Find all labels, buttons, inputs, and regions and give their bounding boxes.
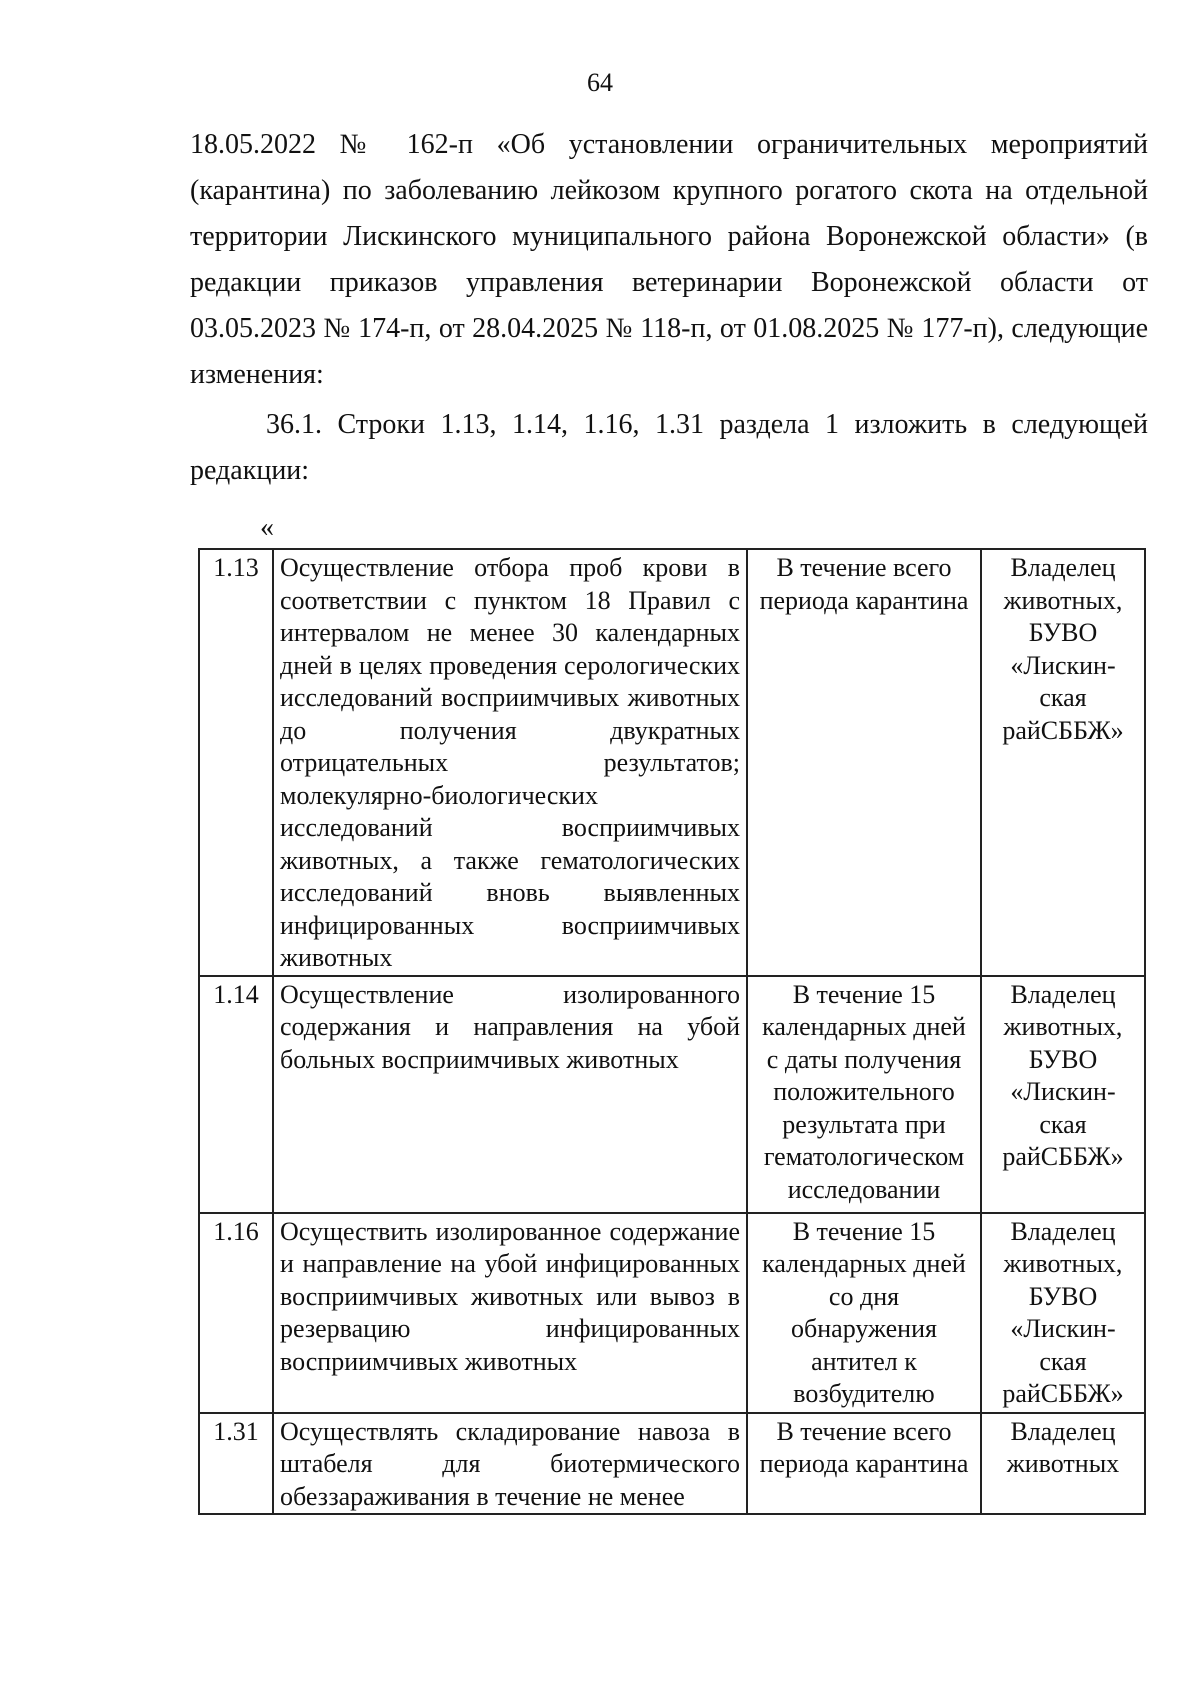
table-open-quote: «	[260, 512, 274, 543]
row-responsible: Владелец животных, БУВО «Лискин-ская райСББЖ»	[981, 1213, 1145, 1413]
row-term: В течение всего периода карантина	[747, 1413, 981, 1515]
amendment-intro-paragraph: 18.05.2022 № 162-п «Об установлении ограничительных мероприятий (карантина) по заболеванию лейкозом крупного рогатого скота на отдельной территории Лискинского муниципального района Воронежской области» (в редакции приказов управления ветеринарии Воронежской области от 03.05.2023 № 174-п, от 28.04.2025 № 118-п, от 01.08.2025 № 177-п), следующие изменения:	[190, 129, 1148, 390]
table-row	[199, 976, 1145, 1213]
row-action: Осуществление отбора проб крови в соответствии с пунктом 18 Правил с интервалом не менее 30 календарных дней в целях проведения серологических исследований восприимчивых животных до получения двукратных отрицательных результатов; молекулярно-биологических исследований восприимчивых животных, а также гематологических исследований вновь выявленных инфицированных восприимчивых животных	[273, 549, 747, 976]
amendment-table	[198, 548, 1146, 1515]
item-36-1-paragraph: 36.1. Строки 1.13, 1.14, 1.16, 1.31 раздела 1 изложить в следующей редакции:	[190, 409, 1148, 486]
row-number: 1.16	[199, 1213, 273, 1413]
table-row	[199, 549, 1145, 976]
row-action: Осуществить изолированное содержание и направление на убой инфицированных восприимчивых животных или вывоз в резервацию инфицированных восприимчивых животных	[273, 1213, 747, 1413]
row-number: 1.14	[199, 976, 273, 1213]
row-responsible: Владелец животных, БУВО «Лискин-ская райСББЖ»	[981, 549, 1145, 976]
table-row	[199, 1413, 1145, 1515]
body-text	[190, 122, 1148, 494]
row-number: 1.31	[199, 1413, 273, 1515]
row-responsible: Владелец животных	[981, 1413, 1145, 1515]
row-term: В течение 15 календарных дней со дня обнаружения антител к возбудителю	[747, 1213, 981, 1413]
row-number: 1.13	[199, 549, 273, 976]
row-action: Осуществлять складирование навоза в штабеля для биотермического обеззараживания в течение не менее	[273, 1413, 747, 1515]
table-row	[199, 1213, 1145, 1413]
row-responsible: Владелец животных, БУВО «Лискин-ская райСББЖ»	[981, 976, 1145, 1213]
row-term: В течение 15 календарных дней с даты получения положительного результата при гематологическом исследовании	[747, 976, 981, 1213]
page-number: 64	[587, 68, 613, 97]
row-action: Осуществление изолированного содержания и направления на убой больных восприимчивых животных	[273, 976, 747, 1213]
row-term: В течение всего периода карантина	[747, 549, 981, 976]
